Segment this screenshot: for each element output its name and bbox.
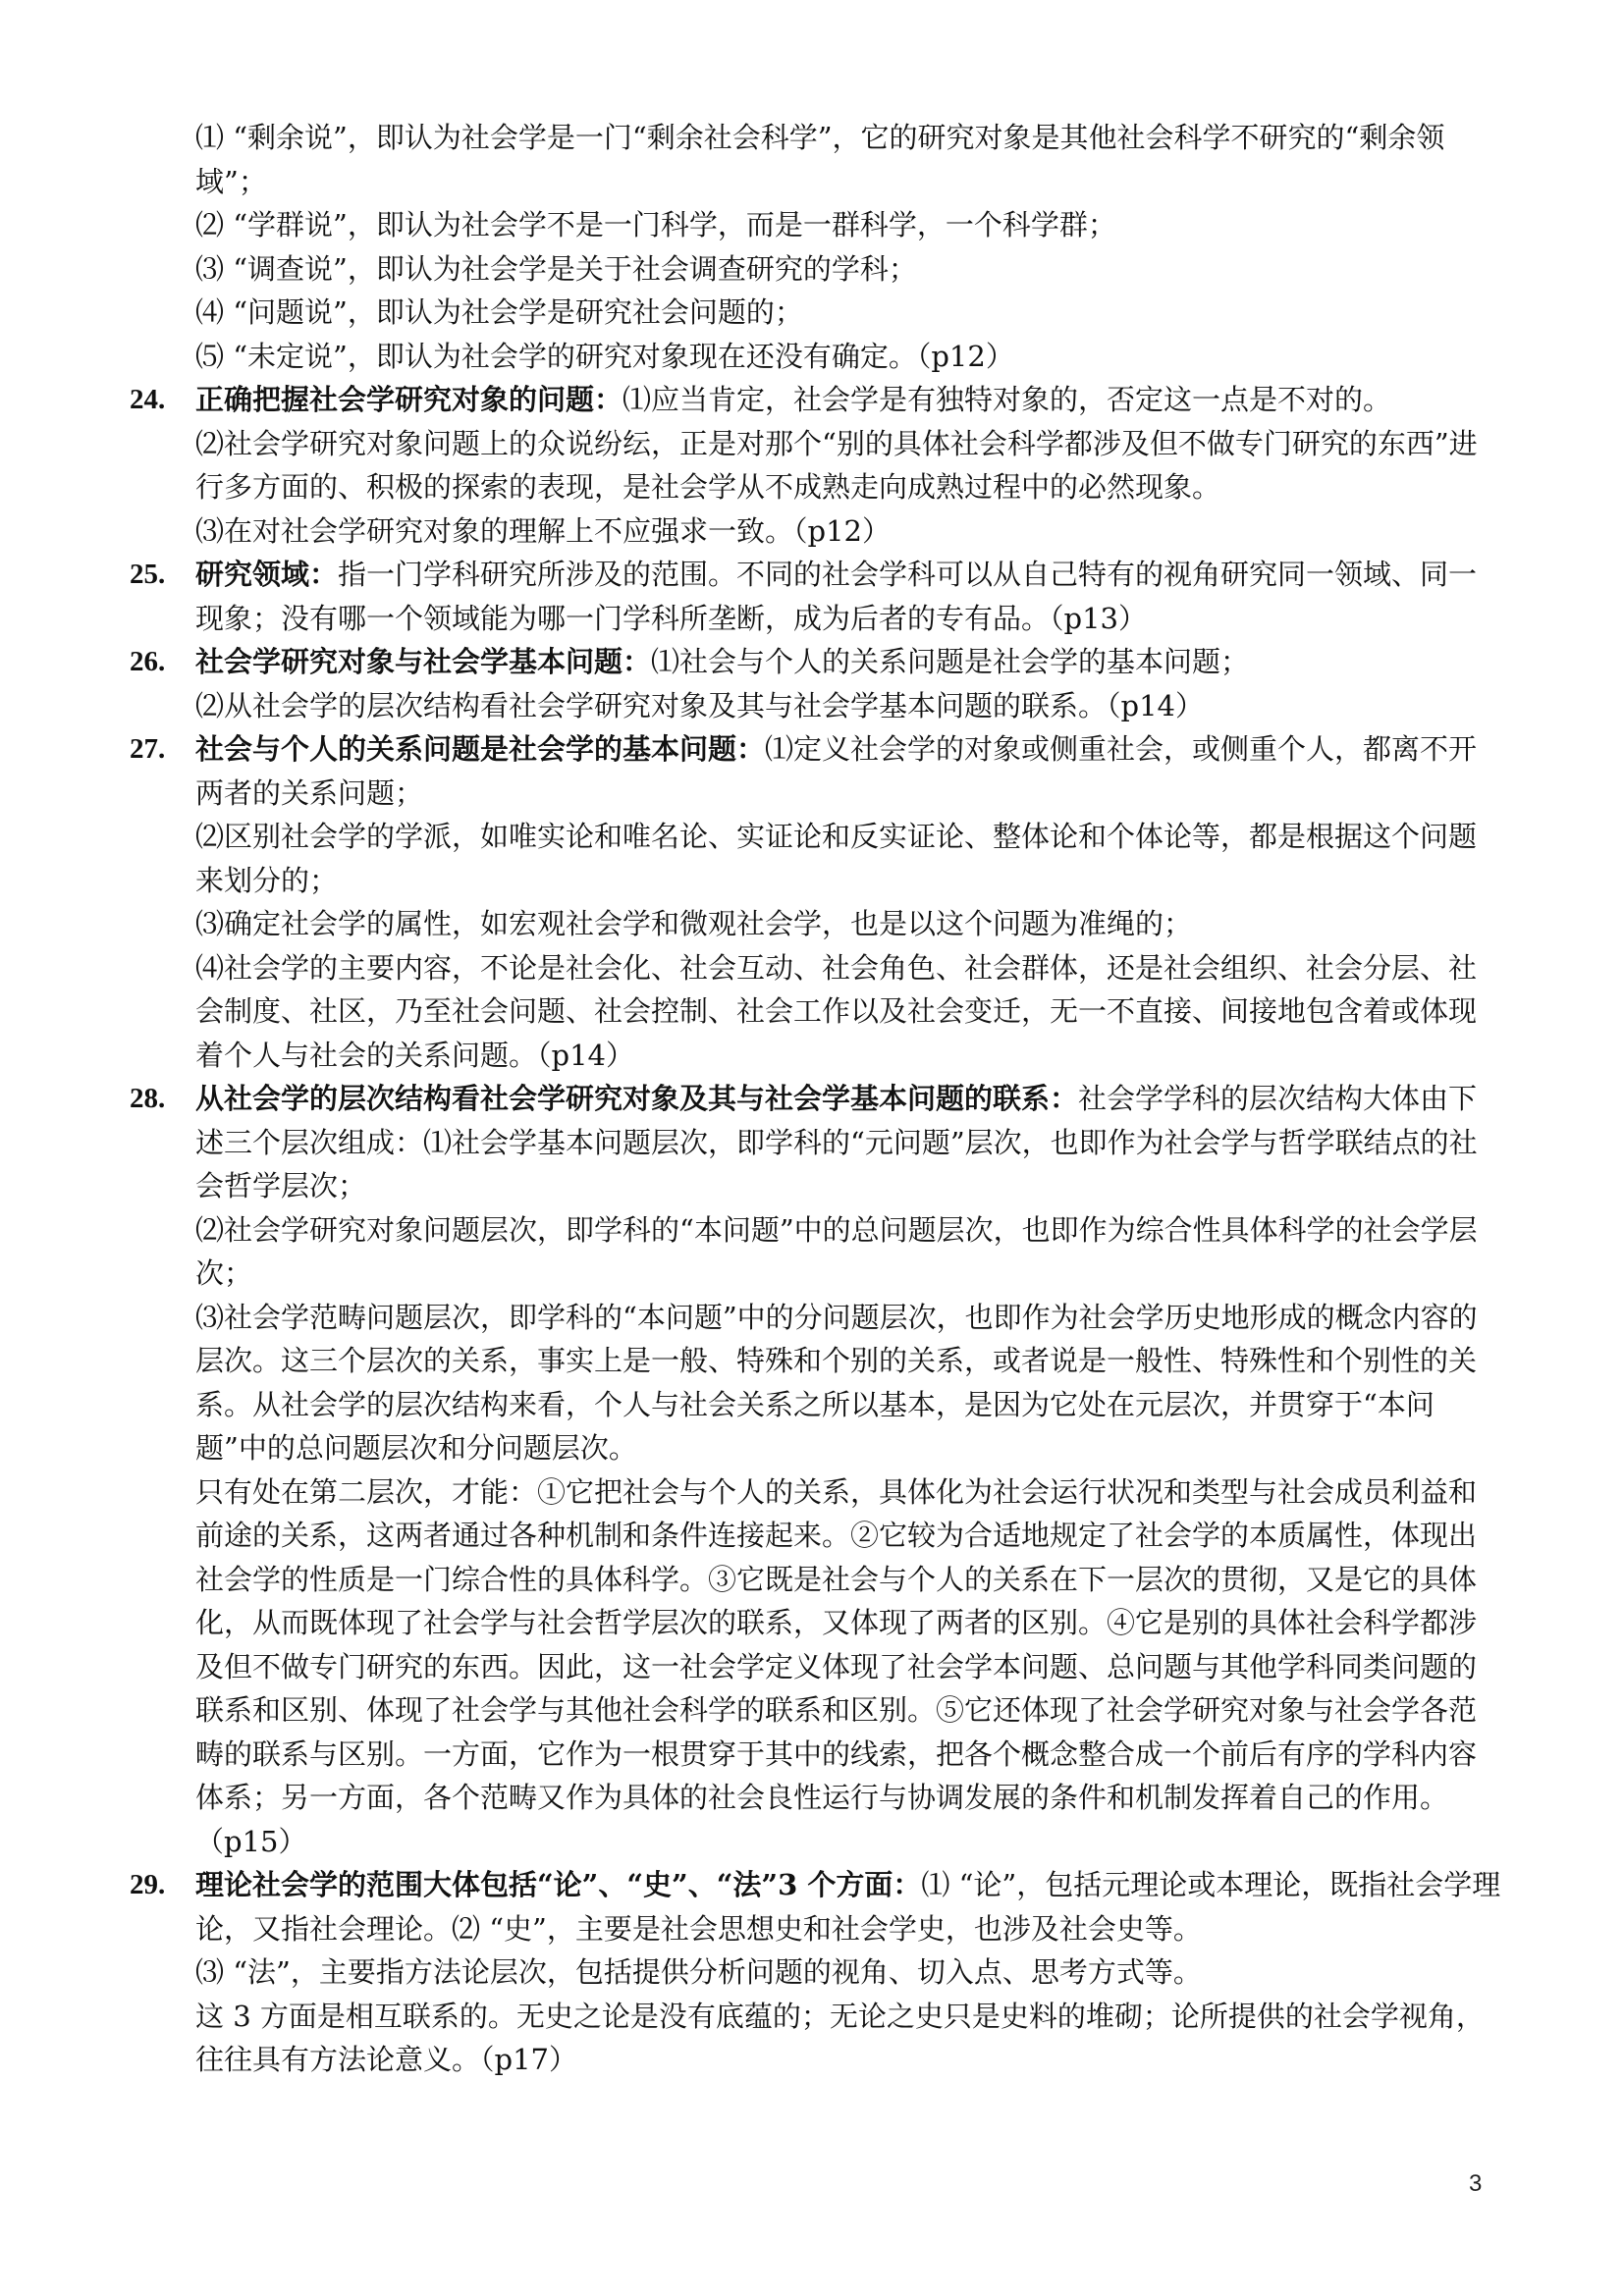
entry-number: 26. — [130, 646, 166, 677]
entry-lead-text: ⑴社会与个人的关系问题是社会学的基本问题； — [651, 645, 1250, 678]
document-body — [130, 116, 1504, 2082]
entry-24 — [130, 378, 1504, 553]
entry-paragraph: ⑵区别社会学的学派，如唯实论和唯名论、实证论和反实证论、整体论和个体论等，都是根据这个问题来划分的； — [195, 820, 1478, 897]
entry-number: 29. — [130, 1869, 166, 1900]
entry-title: 研究领域： — [195, 558, 339, 591]
entry-paragraph: 这 3 方面是相互联系的。无史之论是没有底蕴的；无论之史只是史料的堆砌；论所提供的社会学视角，往往具有方法论意义。（p17） — [195, 1999, 1485, 2076]
entry-title: 社会学研究对象与社会学基本问题： — [195, 645, 652, 678]
entry-lead — [195, 378, 1504, 422]
entry-26 — [130, 640, 1504, 727]
intro-item: ⑵ “学群说”，即认为社会学不是一门科学，而是一群科学，一个科学群； — [195, 208, 1116, 241]
intro-list — [130, 116, 1504, 378]
entry-paragraph: ⑵社会学研究对象问题层次，即学科的“本问题”中的总问题层次，也即作为综合性具体科学的社会学层次； — [195, 1212, 1478, 1290]
intro-item: ⑸ “未定说”，即认为社会学的研究对象现在还没有确定。（p12） — [195, 339, 1014, 373]
intro-item: ⑴ “剩余说”，即认为社会学是一门“剩余社会科学”，它的研究对象是其他社会科学不研究的“剩余领域”； — [195, 121, 1445, 198]
entry-25 — [130, 553, 1504, 640]
entry-29 — [130, 1863, 1504, 2082]
entry-lead-text: ⑴ “论”，包括元理论或本理论，既指社会学理论，又指社会理论。⑵ “史”，主要是社会思想史和社会学史，也涉及社会史等。 — [195, 1868, 1501, 1946]
entry-paragraph: ⑵社会学研究对象问题上的众说纷纭，正是对那个“别的具体社会科学都涉及但不做专门研究的东西”进行多方面的、积极的探索的表现，是社会学从不成熟走向成熟过程中的必然现象。 — [195, 426, 1478, 504]
entry-27 — [130, 727, 1504, 1077]
entry-title: 社会与个人的关系问题是社会学的基本问题： — [195, 732, 766, 766]
entry-paragraph: ⑶确定社会学的属性，如宏观社会学和微观社会学，也是以这个问题为准绳的； — [195, 907, 1193, 940]
entry-lead-text: 社会学学科的层次结构大体由下述三个层次组成：⑴社会学基本问题层次，即学科的“元问题”层次，也即作为社会学与哲学联结点的社会哲学层次； — [195, 1082, 1478, 1202]
entry-lead — [195, 1863, 1504, 1950]
entry-lead-text: ⑴应当肯定，社会学是有独特对象的，否定这一点是不对的。 — [623, 383, 1392, 416]
entry-paragraph: ⑶ “法”，主要指方法论层次，包括提供分析问题的视角、切入点、思考方式等。 — [195, 1955, 1202, 1989]
entry-paragraph: ⑶在对社会学研究对象的理解上不应强求一致。（p12） — [195, 513, 891, 548]
entry-title: 理论社会学的范围大体包括“论”、“史”、“法”3 个方面： — [195, 1868, 922, 1901]
entry-title: 从社会学的层次结构看社会学研究对象及其与社会学基本问题的联系： — [195, 1082, 1079, 1115]
entry-title: 正确把握社会学研究对象的问题： — [195, 383, 623, 416]
entry-28 — [130, 1077, 1504, 1863]
entry-lead — [195, 1077, 1504, 1208]
entry-number: 24. — [130, 384, 166, 415]
entry-lead — [195, 727, 1504, 815]
entry-lead — [195, 640, 1504, 684]
entry-paragraph: ⑶社会学范畴问题层次，即学科的“本问题”中的分问题层次，也即作为社会学历史地形成的概念内容的层次。这三个层次的关系，事实上是一般、特殊和个别的关系，或者说是一般性、特殊性和个别性的关系。从社会学的层次结构来看，个人与社会关系之所以基本，是因为它处在元层次，并贯穿于“本问题”中的总问题层次和分问题层次。 — [195, 1300, 1478, 1465]
entry-number: 27. — [130, 733, 166, 765]
entry-lead-text: 指一门学科研究所涉及的范围。不同的社会学科可以从自己特有的视角研究同一领域、同一现象；没有哪一个领域能为哪一门学科所垄断，成为后者的专有品。（p13） — [195, 558, 1478, 635]
entry-number: 25. — [130, 559, 166, 590]
entry-lead — [195, 553, 1504, 640]
entry-lead-text: ⑴定义社会学的对象或侧重社会，或侧重个人，都离不开两者的关系问题； — [195, 732, 1478, 810]
entry-paragraph: 只有处在第二层次，才能：①它把社会与个人的关系，具体化为社会运行状况和类型与社会成员利益和前途的关系，这两者通过各种机制和条件连接起来。②它较为合适地规定了社会学的本质属性，体现出社会学的性质是一门综合性的具体科学。③它既是社会与个人的关系在下一层次的贯彻，又是它的具体化，从而既体现了社会学与社会哲学层次的联系，又体现了两者的区别。④它是别的具体社会科学都涉及但不做专门研究的东西。因此，这一社会学定义体现了社会学本问题、总问题与其他学科同类问题的联系和区别、体现了社会学与其他社会科学的联系和区别。⑤它还体现了社会学研究对象与社会学各范畴的联系与区别。一方面，它作为一根贯穿于其中的线索，把各个概念整合成一个前后有序的学科内容体系；另一方面，各个范畴又作为具体的社会良性运行与协调发展的条件和机制发挥着自己的作用。（p15） — [195, 1474, 1478, 1858]
entry-paragraph: ⑵从社会学的层次结构看社会学研究对象及其与社会学基本问题的联系。（p14） — [195, 688, 1204, 722]
entry-paragraph: ⑷社会学的主要内容，不论是社会化、社会互动、社会角色、社会群体，还是社会组织、社会分层、社会制度、社区，乃至社会问题、社会控制、社会工作以及社会变迁，无一不直接、间接地包含着或体现着个人与社会的关系问题。（p14） — [195, 950, 1478, 1072]
entry-number: 28. — [130, 1083, 166, 1114]
intro-item: ⑶ “调查说”，即认为社会学是关于社会调查研究的学科； — [195, 251, 917, 286]
page-number: 3 — [1469, 2170, 1483, 2197]
intro-item: ⑷ “问题说”，即认为社会学是研究社会问题的； — [195, 295, 803, 329]
